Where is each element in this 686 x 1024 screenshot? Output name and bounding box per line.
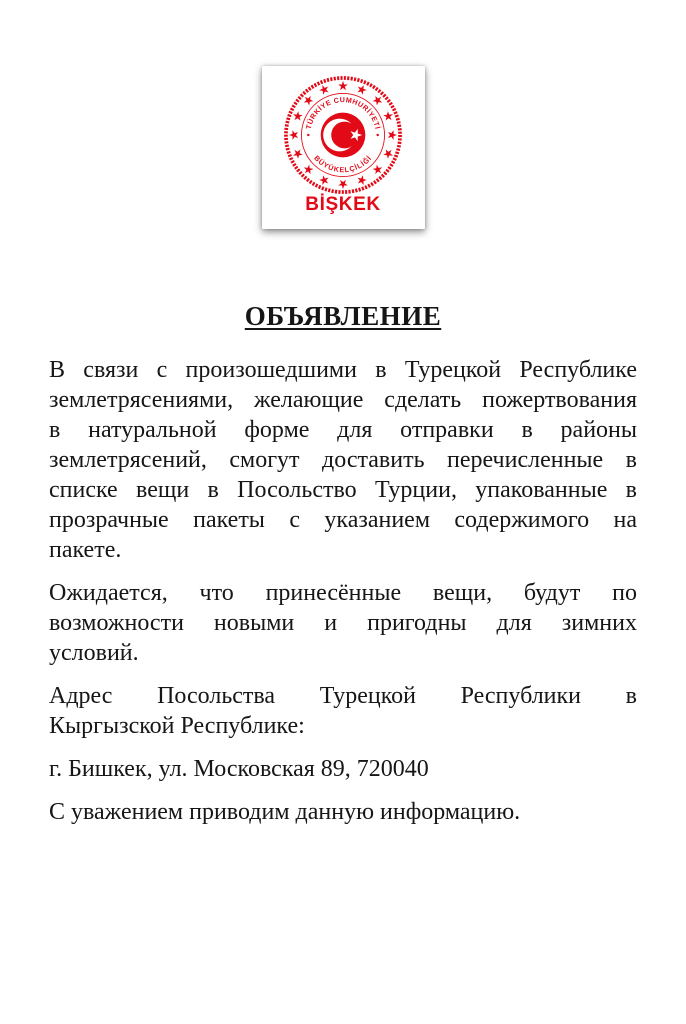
paragraph-line: землетрясениями, желающие сделать пожертвования	[49, 387, 637, 413]
paragraph-line: В связи с произошедшими в Турецкой Республике	[49, 357, 637, 383]
paragraph-line: прозрачные пакеты с указанием содержимого на	[49, 507, 637, 533]
paragraph-line: Адрес Посольства Турецкой Республики в	[49, 683, 637, 709]
paragraph-line: списке вещи в Посольство Турции, упакованные в	[49, 477, 637, 503]
paragraph-line: С уважением приводим данную информацию.	[49, 799, 521, 825]
paragraph	[49, 578, 637, 668]
right-dot	[376, 134, 378, 136]
paragraph-line: землетрясений, смогут доставить перечисленные в	[49, 447, 637, 473]
turkish-embassy-emblem-icon	[281, 73, 405, 197]
paragraph-line: пакете.	[49, 537, 122, 563]
embassy-logo	[262, 66, 425, 229]
page-title: ОБЪЯВЛЕНИЕ	[244, 301, 442, 331]
paragraph-line: Кыргызской Республике:	[49, 713, 305, 739]
paragraph	[49, 797, 637, 827]
emblem-top-arc-text: TÜRKİYE CUMHURİYETİ	[304, 96, 382, 131]
left-dot	[307, 134, 309, 136]
paragraph	[49, 681, 637, 741]
emblem-bottom-arc-text: BÜYÜKELÇİLİĞİ	[312, 154, 374, 175]
paragraph-line: г. Бишкек, ул. Московская 89, 720040	[49, 756, 429, 782]
paragraph-line: возможности новыми и пригодны для зимних	[49, 610, 637, 636]
paragraph-line: условий.	[49, 640, 139, 666]
embassy-city-label: BİŞKEK	[305, 194, 381, 215]
paragraph-line: Ожидается, что принесённые вещи, будут по	[49, 580, 637, 606]
paragraph-line: в натуральной форме для отправки в районы	[49, 417, 637, 443]
paragraph	[49, 355, 637, 565]
paragraph	[49, 754, 637, 784]
crescent-star-icon	[321, 113, 366, 158]
document-body	[0, 355, 686, 827]
